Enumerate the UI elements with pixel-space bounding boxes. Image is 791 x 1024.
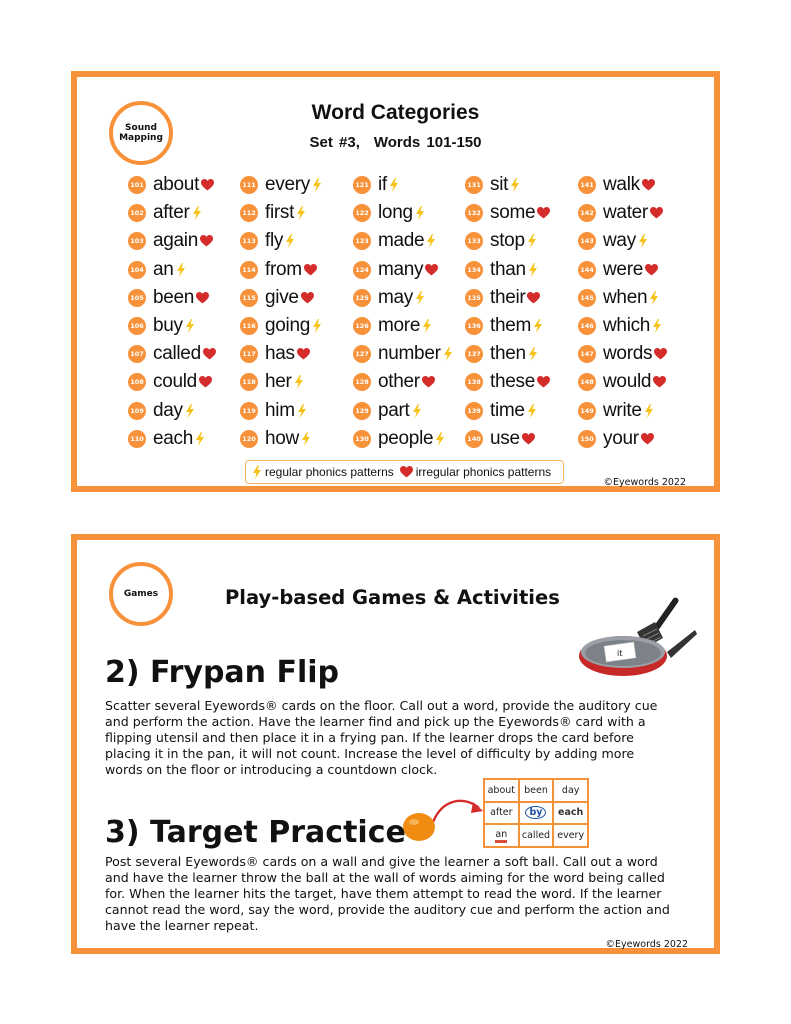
target-practice-heading: 3) Target Practice: [105, 815, 406, 850]
word-item: [578, 257, 658, 283]
word-number-badge: 146: [578, 317, 596, 335]
word-text: more: [378, 315, 421, 336]
word-text: which: [603, 315, 651, 336]
word-item: [240, 369, 304, 395]
word-item: [578, 398, 654, 424]
word-number-badge: 131: [465, 176, 483, 194]
ball-icon: [402, 812, 436, 842]
word-item: [465, 172, 520, 198]
lightning-bolt-icon: [649, 291, 659, 305]
heart-icon: [642, 179, 655, 191]
word-text: way: [603, 230, 636, 252]
word-item: [128, 200, 202, 226]
word-text: than: [490, 258, 526, 280]
word-number-badge: 116: [240, 317, 258, 335]
lightning-bolt-icon: [638, 234, 648, 248]
word-number-badge: 129: [353, 402, 371, 420]
word-item: [353, 426, 445, 452]
word-item: [465, 228, 537, 254]
word-text: if: [378, 174, 387, 195]
word-text: from: [265, 258, 302, 280]
word-text: fly: [265, 230, 284, 252]
word-item: [240, 341, 310, 367]
word-number-badge: 105: [128, 289, 146, 307]
word-item: [353, 341, 453, 367]
word-number-badge: 102: [128, 204, 146, 222]
word-item: [240, 172, 322, 198]
heart-icon: [200, 235, 213, 247]
lightning-bolt-icon: [533, 319, 543, 333]
word-card: called: [520, 825, 553, 846]
heart-icon: [301, 292, 314, 304]
word-item: [578, 200, 663, 226]
frying-pan-icon: [577, 592, 697, 682]
lightning-bolt-icon: [312, 178, 322, 192]
word-number-badge: 138: [465, 373, 483, 391]
heart-icon: [199, 376, 212, 388]
heart-icon: [645, 264, 658, 276]
lightning-bolt-icon: [389, 178, 399, 192]
lightning-bolt-icon: [443, 347, 453, 361]
word-item: [240, 398, 307, 424]
word-number-badge: 148: [578, 373, 596, 391]
word-text: every: [265, 174, 310, 195]
word-number-badge: 135: [465, 289, 483, 307]
heart-icon: [650, 207, 663, 219]
word-text: water: [603, 202, 648, 224]
word-number-badge: 115: [240, 289, 258, 307]
word-text: give: [265, 286, 299, 308]
word-number-badge: 139: [465, 402, 483, 420]
lightning-bolt-icon: [415, 206, 425, 220]
word-item: [128, 369, 212, 395]
word-item: [353, 200, 425, 226]
word-text: them: [490, 315, 532, 336]
word-card-wall: [483, 778, 589, 848]
word-item: [578, 172, 655, 198]
word-text: day: [153, 399, 183, 421]
lightning-bolt-icon: [528, 263, 538, 277]
word-number-badge: 145: [578, 289, 596, 307]
word-text: people: [378, 427, 434, 449]
word-item: [353, 398, 422, 424]
word-text: number: [378, 343, 441, 365]
word-item: [240, 200, 306, 226]
card-title: Play-based Games & Activities: [225, 586, 560, 609]
heart-icon: [297, 348, 310, 360]
lightning-bolt-icon: [301, 432, 311, 446]
word-item: [240, 285, 314, 311]
lightning-bolt-icon: [297, 404, 307, 418]
frypan-flip-description: Scatter several Eyewords® cards on the floor. Call out a word, provide the auditory cue and perform the action. Have the learner find and pick up the Eyewords® card with a flipping utensil and then place it in a frying pan. If the learner drops the card before placing it in the pan, it will not count. Increase the level of difficulty by adding more words on the floor or introducing a countdown clock.: [105, 698, 658, 777]
heart-icon: [537, 207, 550, 219]
word-text: may: [378, 286, 413, 308]
lightning-bolt-icon: [185, 319, 195, 333]
word-text: sit: [490, 174, 509, 195]
lightning-bolt-icon: [296, 206, 306, 220]
word-text: her: [265, 371, 292, 393]
word-item: [240, 257, 317, 283]
word-card: day: [554, 780, 587, 801]
word-item: [465, 398, 537, 424]
word-text: could: [153, 371, 197, 393]
lightning-bolt-icon: [192, 206, 202, 220]
lightning-bolt-icon: [527, 234, 537, 248]
word-item: [353, 369, 435, 395]
lightning-bolt-icon: [435, 432, 445, 446]
heart-icon: [653, 376, 666, 388]
lightning-bolt-icon: [415, 291, 425, 305]
word-item: [240, 313, 322, 339]
word-card: every: [554, 825, 587, 846]
word-number-badge: 108: [128, 373, 146, 391]
word-item: [353, 285, 425, 311]
word-item: [578, 228, 648, 254]
word-card: an: [485, 825, 518, 846]
heart-icon: [203, 348, 216, 360]
word-card: about: [485, 780, 518, 801]
word-number-badge: 113: [240, 232, 258, 250]
word-text: then: [490, 343, 526, 365]
word-number-badge: 134: [465, 261, 483, 279]
heart-icon: [654, 348, 667, 360]
word-number-badge: 149: [578, 402, 596, 420]
word-item: [128, 228, 213, 254]
word-number-badge: 121: [353, 176, 371, 194]
word-text: some: [490, 202, 536, 224]
word-item: [465, 426, 535, 452]
word-card: by: [520, 803, 553, 824]
word-text: write: [603, 399, 642, 421]
target-practice-description: Post several Eyewords® cards on a wall and give the learner a soft ball. Call out a word and have the learner throw the ball at the wall of words aiming for the word being called for. When the learner hits the target, have them attempt to read the word. If the learner cannot read the word, say the word, provide the auditory cue and perform the action and have the learner repeat.: [105, 854, 670, 933]
word-item: [578, 341, 667, 367]
heart-icon: [537, 376, 550, 388]
word-number-badge: 126: [353, 317, 371, 335]
word-number-badge: 117: [240, 345, 258, 363]
word-text: your: [603, 427, 639, 449]
heart-icon: [641, 433, 654, 445]
games-badge: [109, 562, 173, 626]
lightning-bolt-icon: [644, 404, 654, 418]
card-title: Word Categories: [311, 101, 480, 124]
word-text: would: [603, 371, 652, 393]
legend-regular: [252, 465, 394, 479]
word-text: each: [153, 427, 194, 449]
word-item: [465, 285, 540, 311]
word-item: [240, 228, 295, 254]
word-number-badge: 128: [353, 373, 371, 391]
word-text: long: [378, 202, 413, 224]
word-number-badge: 143: [578, 232, 596, 250]
word-number-badge: 110: [128, 430, 146, 448]
word-item: [128, 398, 195, 424]
word-item: [128, 426, 205, 452]
word-number-badge: 133: [465, 232, 483, 250]
word-number-badge: 106: [128, 317, 146, 335]
word-number-badge: 104: [128, 261, 146, 279]
lightning-bolt-icon: [412, 404, 422, 418]
word-text: called: [153, 343, 201, 365]
lightning-bolt-icon: [422, 319, 432, 333]
badge-label: Games: [123, 589, 159, 599]
heart-icon: [196, 292, 209, 304]
words-range-label: Words 101-150: [373, 134, 482, 151]
legend: [245, 460, 564, 484]
word-item: [353, 313, 432, 339]
curved-arrow-icon: [429, 794, 487, 826]
word-item: [578, 369, 666, 395]
word-item: [353, 257, 438, 283]
word-number-badge: 109: [128, 402, 146, 420]
lightning-bolt-icon: [510, 178, 520, 192]
word-number-badge: 118: [240, 373, 258, 391]
word-categories-card: [71, 71, 720, 492]
copyright: ©Eyewords 2022: [605, 939, 688, 950]
copyright: ©Eyewords 2022: [603, 477, 686, 488]
word-text: walk: [603, 174, 640, 195]
word-item: [240, 426, 311, 452]
word-text: going: [265, 315, 310, 336]
lightning-bolt-icon: [176, 263, 186, 277]
word-text: about: [153, 174, 200, 195]
legend-regular-label: regular phonics patterns: [265, 465, 394, 479]
lightning-bolt-icon: [195, 432, 205, 446]
pan-card-text: it: [617, 649, 623, 658]
card-subtitle: [77, 134, 714, 151]
word-number-badge: 112: [240, 204, 258, 222]
word-text: many: [378, 258, 424, 280]
lightning-bolt-icon: [294, 375, 304, 389]
word-item: [578, 313, 662, 339]
word-item: [465, 313, 543, 339]
word-number-badge: 141: [578, 176, 596, 194]
word-item: [465, 257, 538, 283]
word-item: [128, 341, 216, 367]
word-number-badge: 140: [465, 430, 483, 448]
word-item: [578, 285, 659, 311]
word-text: again: [153, 230, 198, 252]
word-card: been: [520, 780, 553, 801]
word-number-badge: 130: [353, 430, 371, 448]
word-item: [353, 228, 436, 254]
word-card: after: [485, 803, 518, 824]
word-item: [128, 172, 214, 198]
lightning-bolt-icon: [252, 465, 262, 479]
word-text: been: [153, 286, 195, 308]
word-number-badge: 119: [240, 402, 258, 420]
word-text: part: [378, 399, 410, 421]
word-number-badge: 123: [353, 232, 371, 250]
word-text: stop: [490, 230, 525, 252]
word-item: [578, 426, 654, 452]
badge-label: Sound Mapping: [119, 123, 163, 143]
word-text: made: [378, 230, 425, 252]
word-item: [465, 341, 538, 367]
lightning-bolt-icon: [312, 319, 322, 333]
word-number-badge: 120: [240, 430, 258, 448]
word-number-badge: 132: [465, 204, 483, 222]
word-item: [128, 313, 195, 339]
legend-irregular: [400, 465, 551, 479]
word-item: [465, 200, 550, 226]
lightning-bolt-icon: [652, 319, 662, 333]
heart-icon: [422, 376, 435, 388]
heart-icon: [201, 179, 214, 191]
word-number-badge: 107: [128, 345, 146, 363]
word-number-badge: 127: [353, 345, 371, 363]
word-text: these: [490, 371, 535, 393]
games-card: [71, 534, 720, 954]
word-number-badge: 125: [353, 289, 371, 307]
word-number-badge: 147: [578, 345, 596, 363]
word-item: [353, 172, 399, 198]
legend-irregular-label: irregular phonics patterns: [415, 465, 552, 479]
word-text: time: [490, 399, 525, 421]
word-card: each: [554, 803, 587, 824]
word-item: [128, 285, 209, 311]
word-number-badge: 136: [465, 317, 483, 335]
heart-icon: [304, 264, 317, 276]
lightning-bolt-icon: [426, 234, 436, 248]
word-number-badge: 103: [128, 232, 146, 250]
word-text: first: [265, 202, 295, 224]
word-number-badge: 101: [128, 176, 146, 194]
word-number-badge: 124: [353, 261, 371, 279]
word-grid: [128, 172, 688, 457]
frypan-flip-heading: 2) Frypan Flip: [105, 655, 340, 690]
heart-icon: [400, 466, 413, 478]
lightning-bolt-icon: [527, 404, 537, 418]
word-text: other: [378, 371, 420, 393]
set-label: Set #3,: [309, 134, 360, 151]
word-text: when: [603, 286, 648, 308]
word-number-badge: 114: [240, 261, 258, 279]
word-text: an: [153, 258, 174, 280]
word-text: has: [265, 343, 295, 365]
word-text: words: [603, 343, 653, 365]
word-text: their: [490, 286, 526, 308]
word-number-badge: 142: [578, 204, 596, 222]
word-text: him: [265, 399, 295, 421]
lightning-bolt-icon: [185, 404, 195, 418]
word-item: [465, 369, 550, 395]
word-text: use: [490, 427, 520, 449]
heart-icon: [425, 264, 438, 276]
word-text: how: [265, 427, 299, 449]
heart-icon: [527, 292, 540, 304]
word-number-badge: 137: [465, 345, 483, 363]
word-number-badge: 150: [578, 430, 596, 448]
word-text: buy: [153, 315, 183, 336]
heart-icon: [522, 433, 535, 445]
word-item: [128, 257, 186, 283]
word-number-badge: 122: [353, 204, 371, 222]
word-number-badge: 111: [240, 176, 258, 194]
word-text: were: [603, 258, 643, 280]
word-number-badge: 144: [578, 261, 596, 279]
lightning-bolt-icon: [528, 347, 538, 361]
word-text: after: [153, 202, 190, 224]
lightning-bolt-icon: [285, 234, 295, 248]
